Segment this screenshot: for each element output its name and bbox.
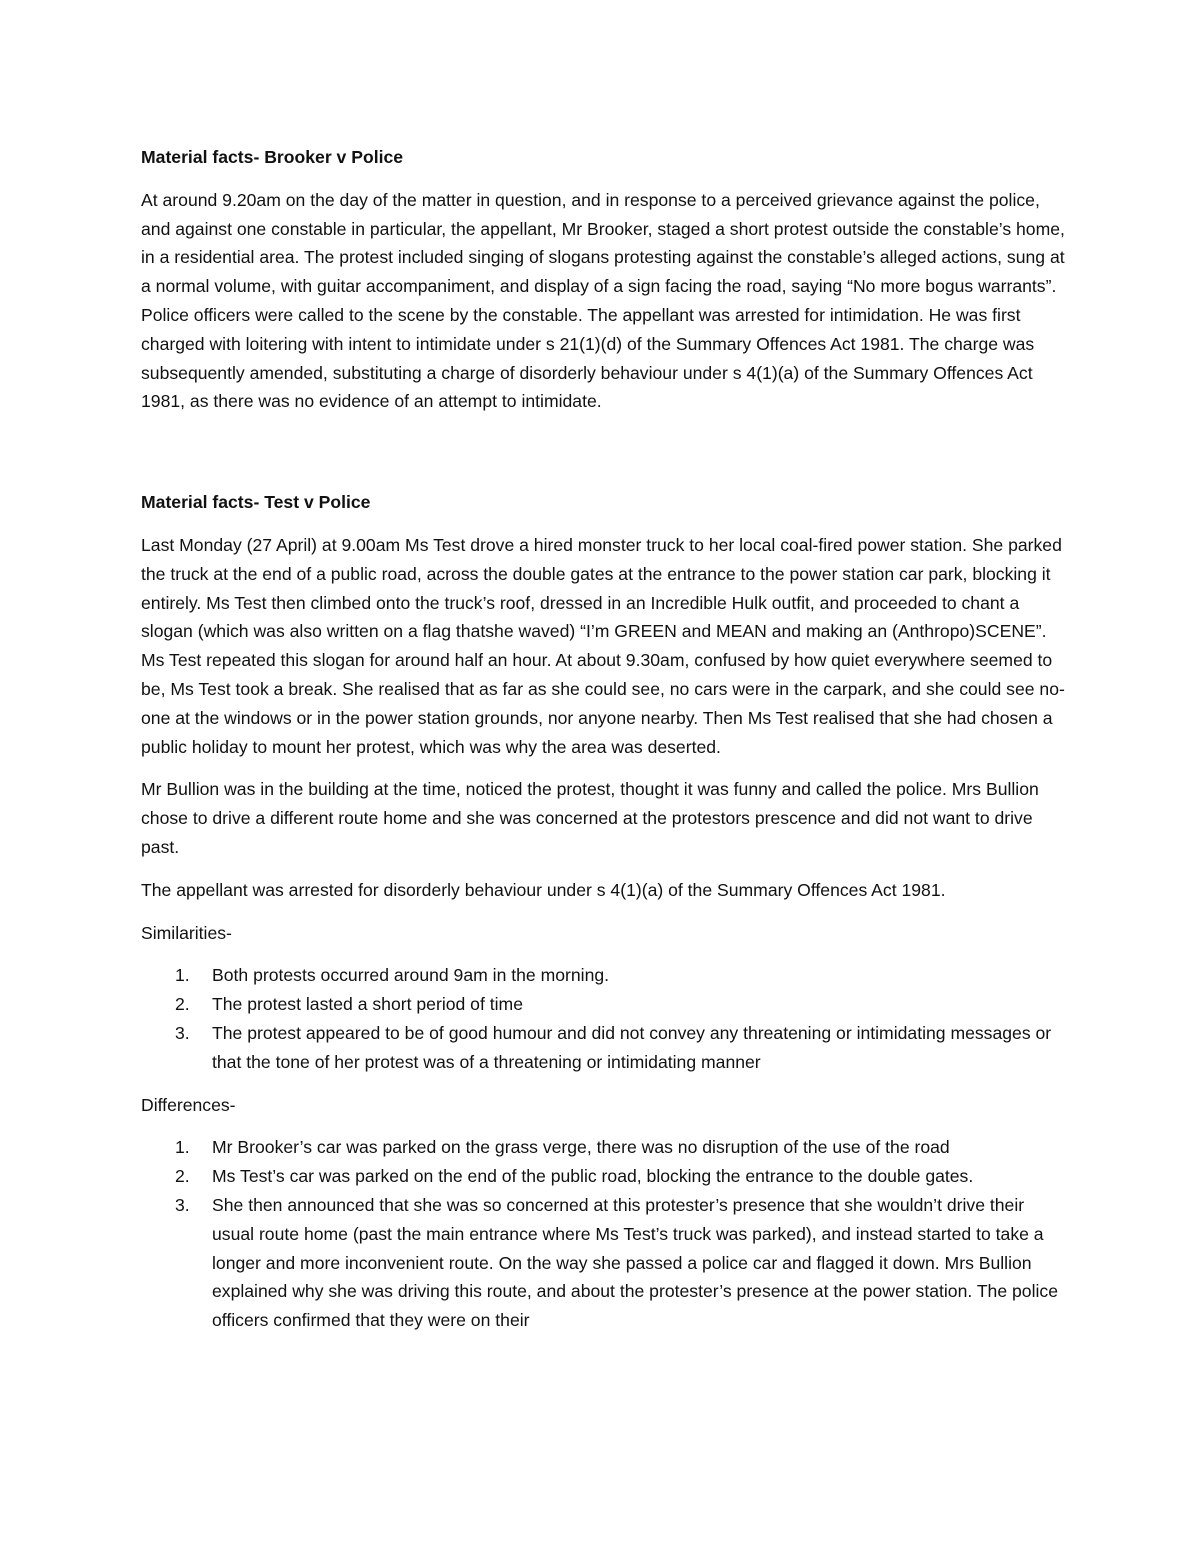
list-item [141,1162,1066,1191]
list-item-text: Ms Test’s car was parked on the end of the public road, blocking the entrance to the double gates. [212,1166,974,1187]
list-number: 3. [175,1194,190,1215]
test-facts-paragraph-1: Last Monday (27 April) at 9.00am Ms Test drove a hired monster truck to her local coal-fired power station. She parked the truck at the end of a public road, across the double gates at the entrance to the power station car park, blocking it entirely. Ms Test then climbed onto the truck’s roof, dressed in an Incredible Hulk outfit, and proceeded to chant a slogan (which was also written on a flag thatshe waved) “I’m GREEN and MEAN and making an (Anthropo)SCENE”. Ms Test repeated this slogan for around half an hour. At about 9.30am, confused by how quiet everywhere seemed to be, Ms Test took a break. She realised that as far as she could see, no cars were in the carpark, and she could see no-one at the windows or in the power station grounds, nor anyone nearby. Then Ms Test realised that she had chosen a public holiday to mount her protest, which was why the area was deserted. [141,534,1065,757]
section-heading-test: Material facts- Test v Police [141,492,371,513]
similarities-list [141,961,1066,1076]
list-item-text: Both protests occurred around 9am in the morning. [212,965,610,986]
differences-label: Differences- [141,1094,236,1115]
section-heading-brooker: Material facts- Brooker v Police [141,147,404,167]
list-item [141,961,1066,990]
brooker-facts-paragraph: At around 9.20am on the day of the matter in question, and in response to a perceived grievance against the police, and against one constable in particular, the appellant, Mr Brooker, staged a short protest outside the constable’s home, in a residential area. The protest included singing of slogans protesting against the constable’s alleged actions, sung at a normal volume, with guitar accompaniment, and display of a sign facing the road, saying “No more bogus warrants”. Police officers were called to the scene by the constable. The appellant was arrested for intimidation. He was first charged with loitering with intent to intimidate under s 21(1)(d) of the Summary Offences Act 1981. The charge was subsequently amended, substituting a charge of disorderly behaviour under s 4(1)(a) of the Summary Offences Act 1981, as there was no evidence of an attempt to intimidate. [141,189,1065,412]
list-number: 2. [175,1166,190,1187]
list-item [141,990,1066,1019]
list-number: 1. [175,1137,190,1158]
document-body [141,143,1066,1349]
list-number: 1. [175,965,190,986]
list-number: 2. [175,994,190,1015]
test-facts-paragraph-3: The appellant was arrested for disorderly behaviour under s 4(1)(a) of the Summary Offences Act 1981. [141,879,946,900]
list-item-text: The protest lasted a short period of time [212,994,523,1015]
differences-list [141,1133,1066,1335]
section-spacer [141,430,1066,488]
list-item [141,1191,1066,1335]
list-item-text: She then announced that she was so concerned at this protester’s presence that she wouldn’t drive their usual route home (past the main entrance where Ms Test’s truck was parked), and instead started to take a longer and more inconvenient route. On the way she passed a police car and flagged it down. Mrs Bullion explained why she was driving this route, and about the protester’s presence at the power station. The police officers confirmed that they were on their [212,1194,1058,1331]
list-number: 3. [175,1022,190,1043]
list-item-text: Mr Brooker’s car was parked on the grass verge, there was no disruption of the use of the road [212,1137,950,1158]
similarities-label: Similarities- [141,922,232,943]
list-item [141,1019,1066,1077]
list-item-text: The protest appeared to be of good humour and did not convey any threatening or intimidating messages or that the tone of her protest was of a threatening or intimidating manner [212,1022,1052,1072]
test-facts-paragraph-2: Mr Bullion was in the building at the time, noticed the protest, thought it was funny and called the police. Mrs Bullion chose to drive a different route home and she was concerned at the protestors prescence and did not want to drive past. [141,779,1039,857]
list-item [141,1133,1066,1162]
